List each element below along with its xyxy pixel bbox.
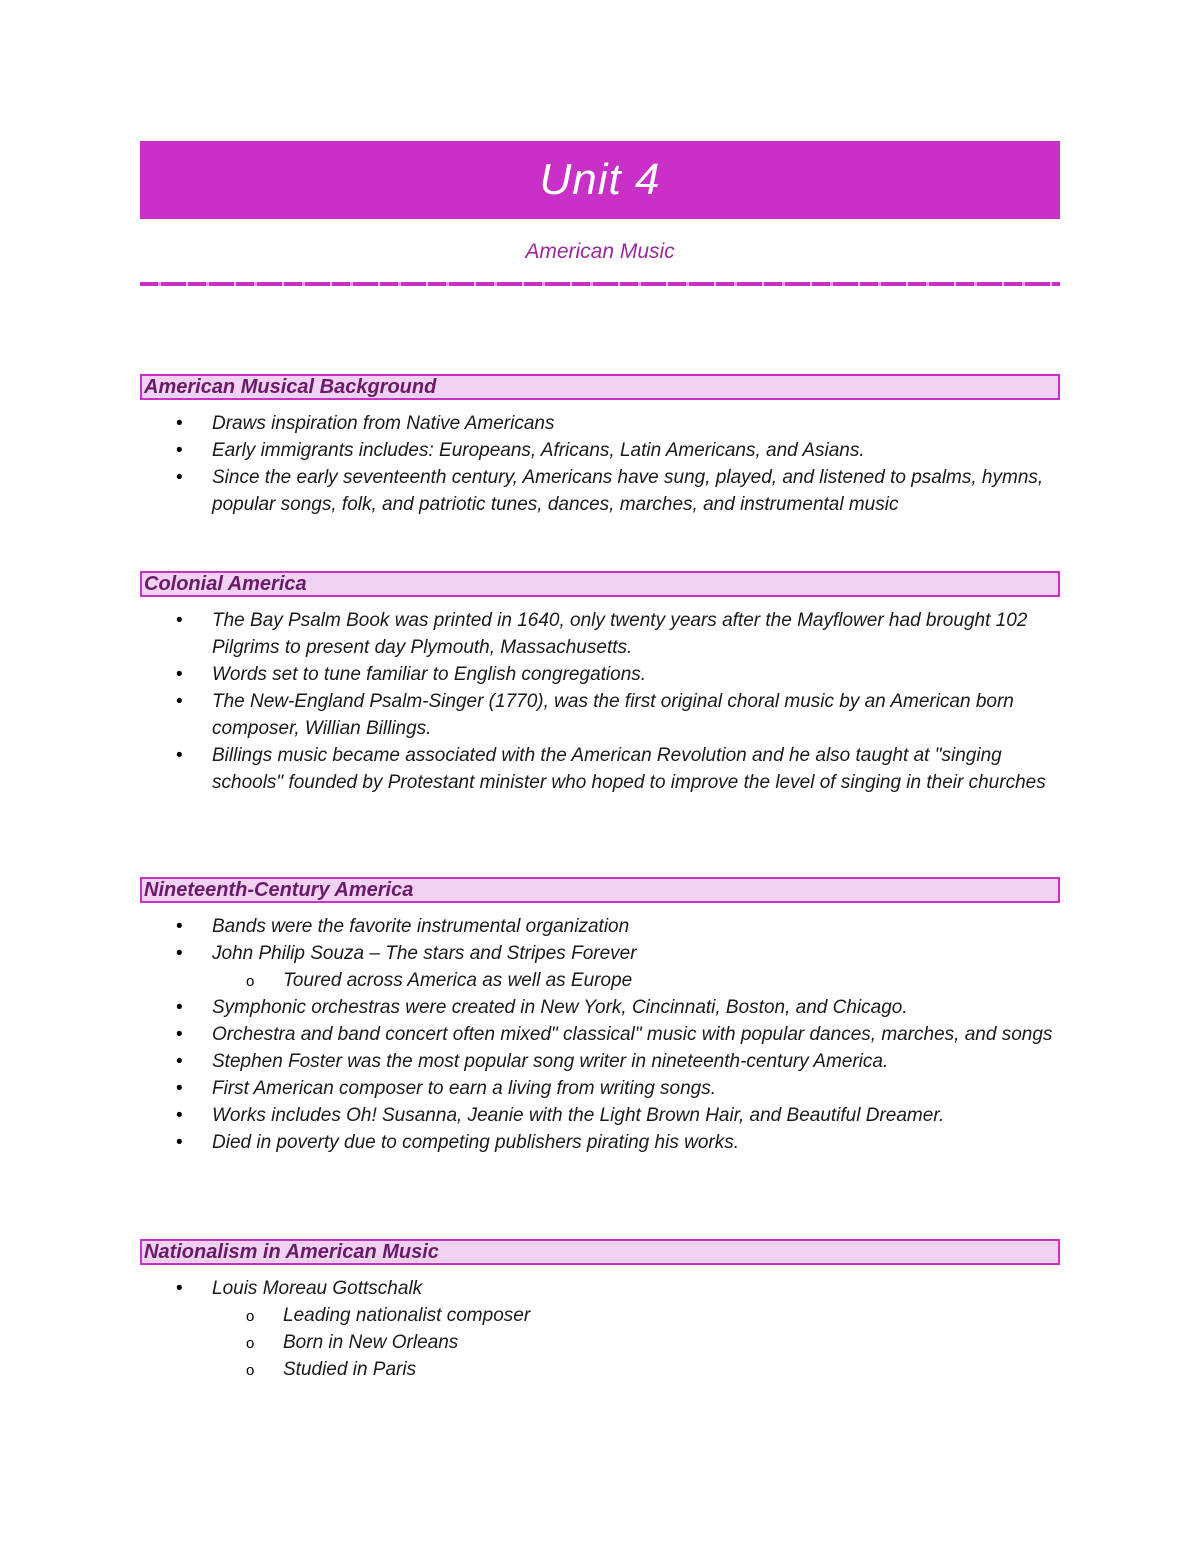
circle-bullet-icon: o	[246, 1335, 255, 1352]
list-item-text: Words set to tune familiar to English congregations.	[212, 664, 647, 685]
list-item-text: The New-England Psalm-Singer (1770), was the first original choral music by an American born composer, Willian Billings.	[212, 691, 1014, 739]
list-item	[140, 661, 1060, 688]
list-item	[140, 1075, 1060, 1102]
bullet-icon: •	[176, 1132, 183, 1153]
list-item-text: Billings music became associated with the American Revolution and he also taught at "singing schools" founded by Protestant minister who hoped to improve the level of singing in their churches	[212, 745, 1046, 793]
list-item	[140, 940, 1060, 967]
list-item-text: Leading nationalist composer	[283, 1305, 531, 1326]
list-item-text: Symphonic orchestras were created in New York, Cincinnati, Boston, and Chicago.	[212, 997, 908, 1018]
list-item-text: Studied in Paris	[283, 1359, 417, 1380]
sub-list-item	[140, 1329, 1060, 1356]
list-item	[140, 437, 1060, 464]
bullet-icon: •	[176, 745, 183, 766]
list-item	[140, 607, 1060, 661]
bullet-icon: •	[176, 1078, 183, 1099]
list-item	[140, 464, 1060, 518]
bullet-icon: •	[176, 916, 183, 937]
list-item	[140, 1021, 1060, 1048]
bullet-icon: •	[176, 1024, 183, 1045]
list-item-text: John Philip Souza – The stars and Stripes Forever	[212, 943, 637, 964]
document-title: Unit 4	[539, 155, 661, 204]
bullet-list	[140, 1275, 1060, 1383]
list-item-text: Orchestra and band concert often mixed" classical" music with popular dances, marches, and songs	[212, 1024, 1053, 1045]
list-item	[140, 688, 1060, 742]
bullet-icon: •	[176, 1105, 183, 1126]
bullet-icon: •	[176, 691, 183, 712]
list-item-text: Stephen Foster was the most popular song writer in nineteenth-century America.	[212, 1051, 889, 1072]
list-item-text: Born in New Orleans	[283, 1332, 459, 1353]
list-item-text: Early immigrants includes: Europeans, Africans, Latin Americans, and Asians.	[212, 440, 865, 461]
list-item-text: The Bay Psalm Book was printed in 1640, only twenty years after the Mayflower had brought 102 Pilgrims to present day Plymouth, Massachusetts.	[212, 610, 1028, 658]
bullet-icon: •	[176, 413, 183, 434]
bullet-icon: •	[176, 1278, 183, 1299]
list-item	[140, 1129, 1060, 1156]
section-1	[140, 374, 1060, 518]
section-header-title: Nationalism in American Music	[144, 1240, 439, 1263]
title-banner	[140, 141, 1060, 219]
list-item-text: Died in poverty due to competing publishers pirating his works.	[212, 1132, 739, 1153]
list-item-text: First American composer to earn a living from writing songs.	[212, 1078, 717, 1099]
circle-bullet-icon: o	[246, 1362, 255, 1379]
document-page	[140, 141, 1060, 286]
section-header	[140, 374, 1060, 400]
list-item	[140, 1275, 1060, 1302]
list-item	[140, 913, 1060, 940]
title-divider	[140, 282, 1060, 286]
sub-list-item	[140, 967, 1060, 994]
bullet-icon: •	[176, 610, 183, 631]
list-item-text: Draws inspiration from Native Americans	[212, 413, 555, 434]
list-item	[140, 1102, 1060, 1129]
circle-bullet-icon: o	[246, 973, 255, 990]
bullet-icon: •	[176, 440, 183, 461]
circle-bullet-icon: o	[246, 1308, 255, 1325]
section-header-title: American Musical Background	[144, 375, 437, 398]
section-header	[140, 1239, 1060, 1265]
bullet-icon: •	[176, 943, 183, 964]
list-item	[140, 1048, 1060, 1075]
section-2	[140, 571, 1060, 796]
bullet-icon: •	[176, 1051, 183, 1072]
bullet-list	[140, 607, 1060, 796]
section-header-title: Nineteenth-Century America	[144, 878, 414, 901]
bullet-icon: •	[176, 664, 183, 685]
section-header	[140, 571, 1060, 597]
list-item	[140, 994, 1060, 1021]
list-item-text: Louis Moreau Gottschalk	[212, 1278, 423, 1299]
list-item	[140, 742, 1060, 796]
list-item-text: Toured across America as well as Europe	[283, 970, 633, 991]
bullet-list	[140, 913, 1060, 1156]
list-item	[140, 410, 1060, 437]
sub-list-item	[140, 1356, 1060, 1383]
document-subtitle: American Music	[525, 240, 675, 263]
bullet-icon: •	[176, 467, 183, 488]
list-item-text: Bands were the favorite instrumental organization	[212, 916, 630, 937]
section-header	[140, 877, 1060, 903]
list-item-text: Works includes Oh! Susanna, Jeanie with the Light Brown Hair, and Beautiful Dreamer.	[212, 1105, 945, 1126]
section-4	[140, 1239, 1060, 1383]
section-header-title: Colonial America	[144, 572, 307, 595]
bullet-list	[140, 410, 1060, 518]
list-item-text: Since the early seventeenth century, Americans have sung, played, and listened to psalms, hymns, popular songs, folk, and patriotic tunes, dances, marches, and instrumental music	[212, 467, 1044, 515]
sub-list-item	[140, 1302, 1060, 1329]
bullet-icon: •	[176, 997, 183, 1018]
section-3	[140, 877, 1060, 1156]
